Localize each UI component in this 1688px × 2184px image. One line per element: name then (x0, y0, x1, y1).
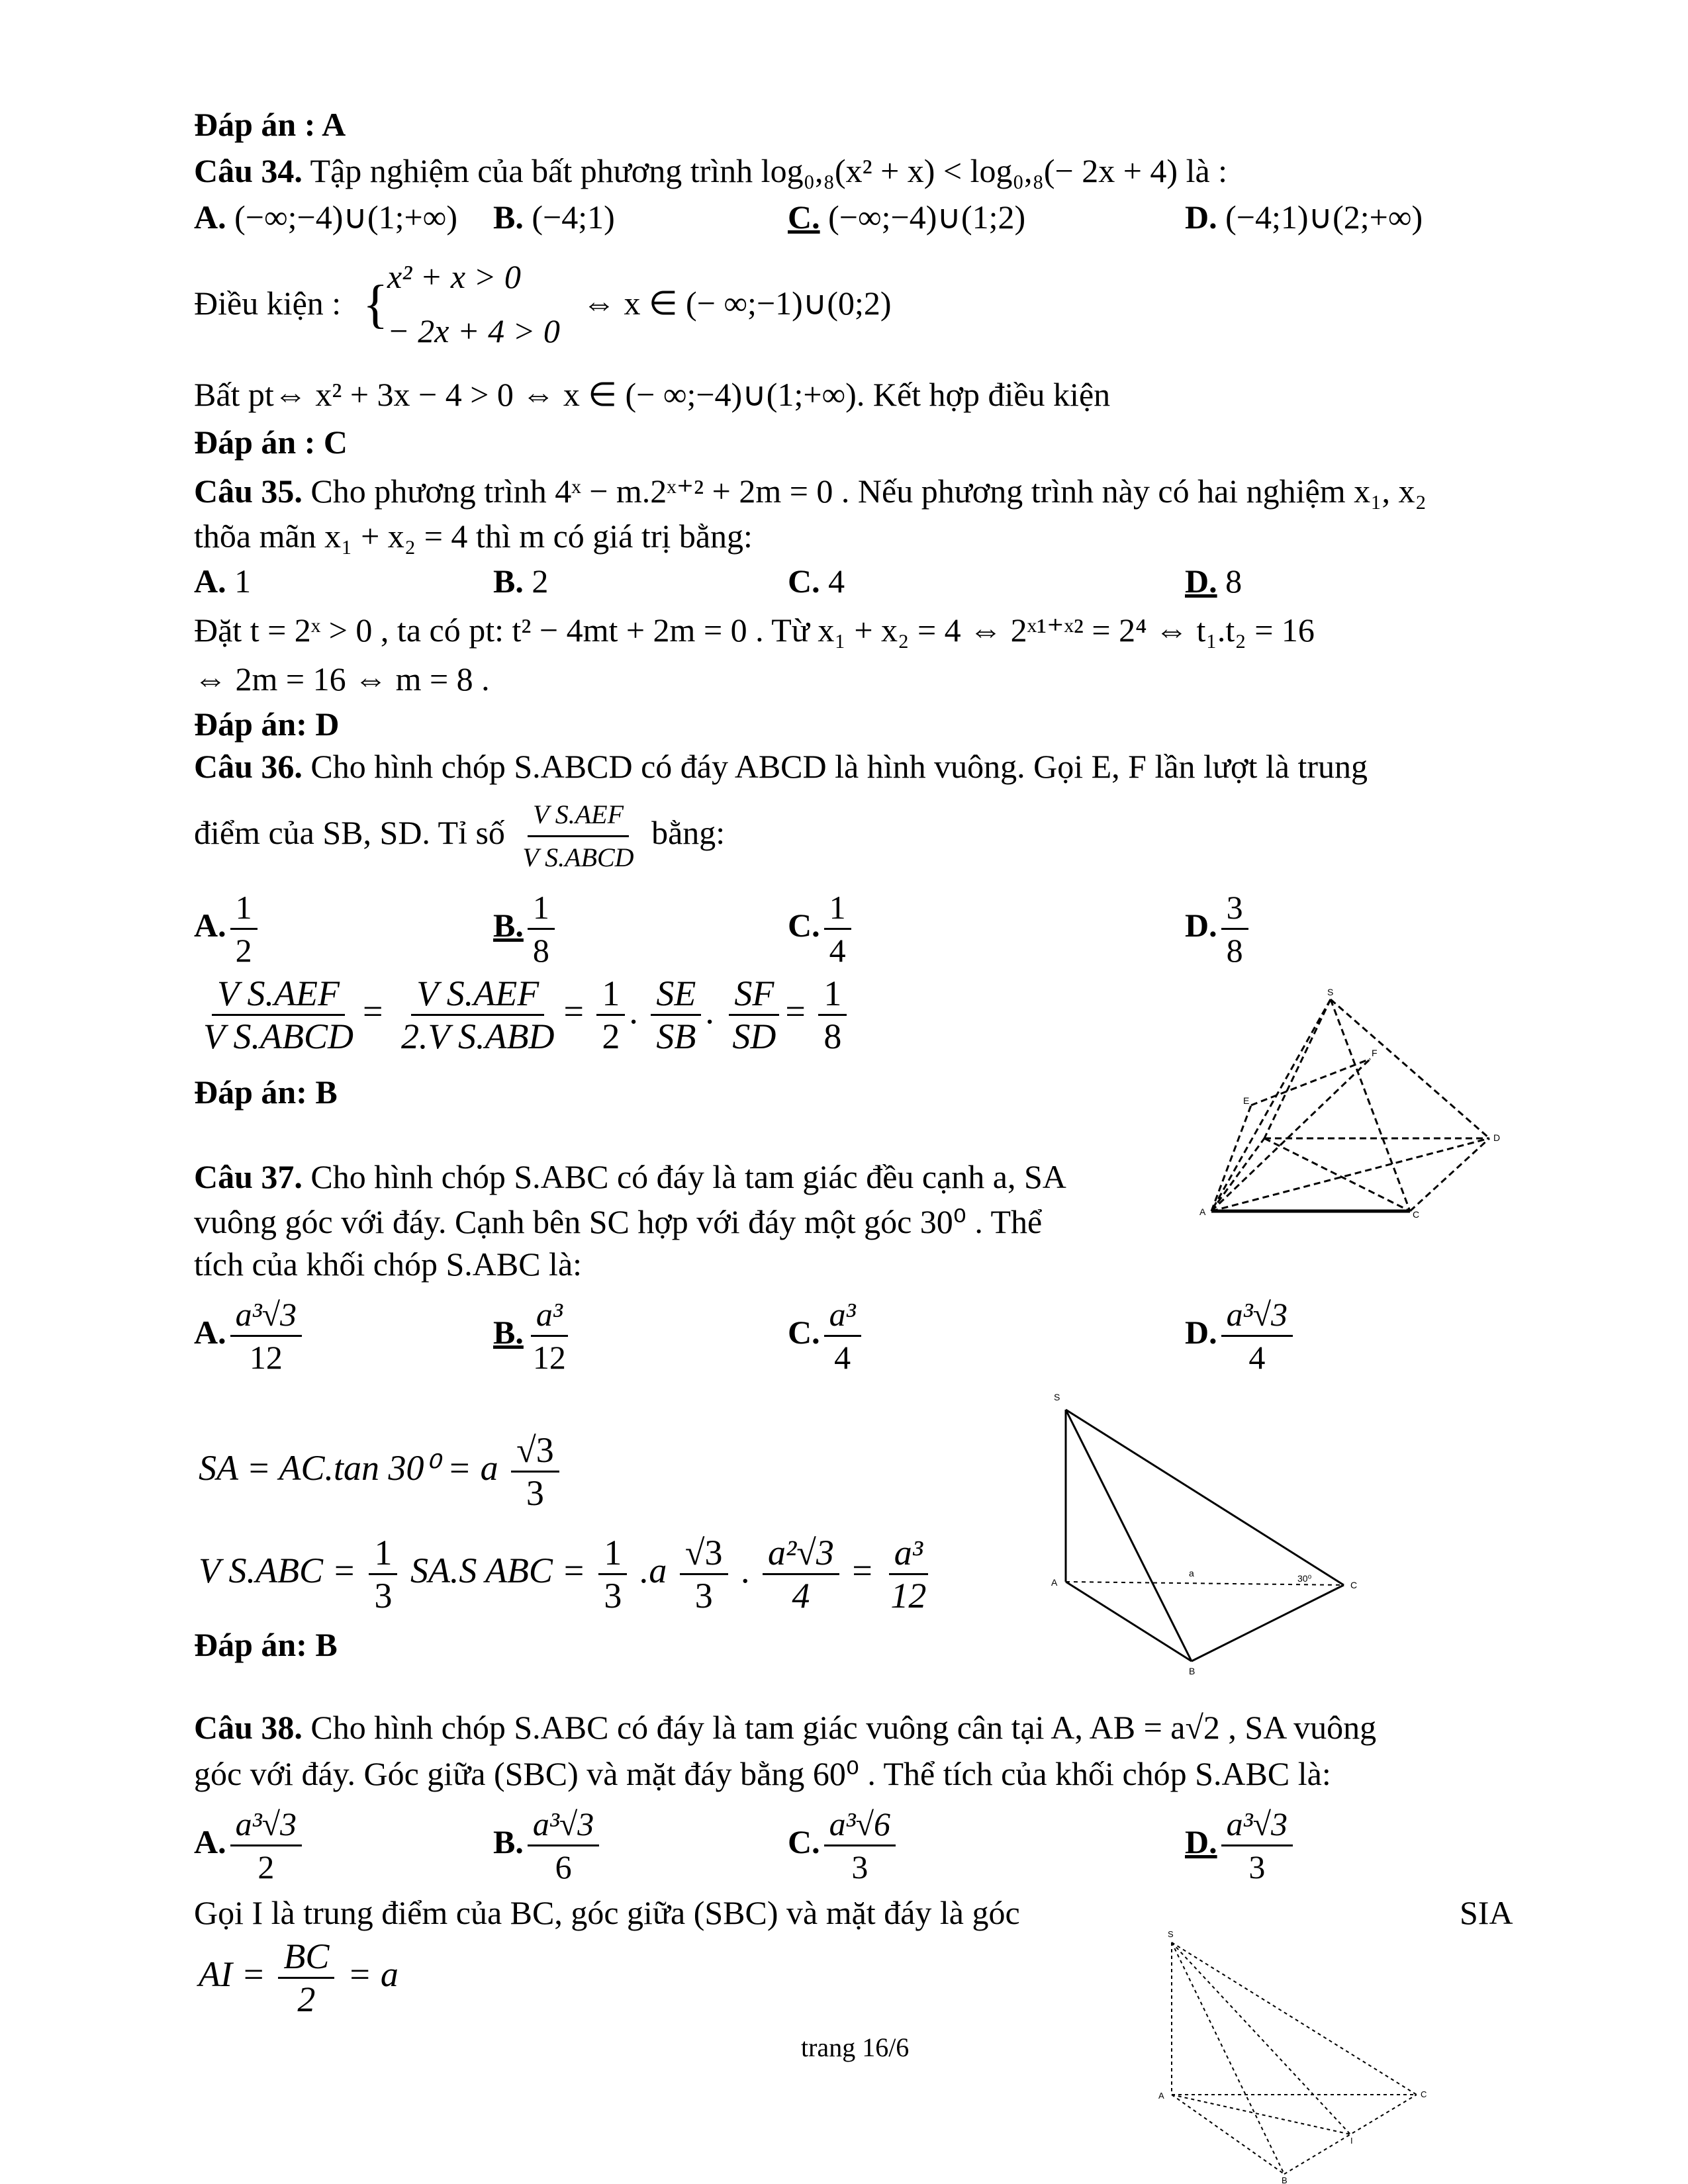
q37-label-s: S (1054, 1392, 1060, 1402)
q37-option-d: D. $\frac{\text{a³√3}}{4}$ (1185, 1294, 1297, 1378)
q36-question-line1: Câu 36. Cho hình chóp S.ABCD có đáy ABCD là hình vuông. Gọi E, F lần lượt là trung (194, 748, 1368, 785)
q37-solution-line1: SA = AC.tan 30⁰ = a $\frac{√3}{3}$ (199, 1430, 563, 1514)
q38-option-a: A. $\frac{\text{a³√3}}{2}$ (194, 1803, 306, 1888)
pyramid-label-s: S (1327, 987, 1334, 997)
q38-label-i: I (1350, 2136, 1353, 2146)
q35-option-d: D. 8 (1185, 563, 1243, 600)
q37-option-b: B. $\frac{\text{a³}}{12}$ (493, 1294, 575, 1378)
q34-cond-result: ⇔ x ∈ (− ∞;−1)∪(0;2) (583, 285, 892, 322)
q38-label-s: S (1168, 1929, 1174, 1939)
q37-question-line3: tích của khối chóp S.ABC là: (194, 1246, 583, 1283)
q35-answer: Đáp án: D (194, 705, 340, 743)
q34-cond-line2: − 2x + 4 > 0 (387, 312, 560, 349)
q35-option-b: B. 2 (493, 563, 549, 600)
q34-option-d: D. (−4;1)∪(2;+∞) (1185, 199, 1423, 236)
q36-answer: Đáp án: B (194, 1073, 338, 1111)
q37-label-b: B (1189, 1666, 1196, 1674)
q34-option-a: A. (−∞;−4)∪(1;+∞) (194, 199, 457, 236)
q34-answer: Đáp án : C (194, 424, 348, 461)
pyramid-label-e: E (1243, 1095, 1250, 1106)
q36-option-a: A. $\frac{1}{2}$ (194, 887, 261, 971)
q37-label-a-side: a (1189, 1568, 1194, 1578)
q37-option-c: C. $\frac{\text{a³}}{4}$ (788, 1294, 865, 1378)
q33-answer: Đáp án : A (194, 106, 346, 143)
q34-solution: Bất pt⇔ x² + 3x − 4 > 0 ⇔ x ∈ (− ∞;−4)∪(1;+∞). Kết hợp điều kiện (194, 376, 1111, 413)
q35-solution-line2: ⇔ 2m = 16 ⇔ m = 8 . (194, 660, 490, 698)
q37-label-angle: 30⁰ (1297, 1573, 1312, 1584)
q38-pyramid-figure (1152, 1923, 1443, 2184)
q38-solution-line1: Gọi I là trung điểm của BC, góc giữa (SBC) và mặt đáy là góc (194, 1894, 1020, 1931)
q38-option-b: B. $\frac{\text{a³√3}}{6}$ (493, 1803, 603, 1888)
page-footer: trang 16/6 (801, 2032, 910, 2062)
q35-question-line2: thõa mãn x₁ + x₂ = 4 thì m có giá trị bằng: (194, 518, 753, 555)
q34-question (194, 151, 1227, 191)
q38-label-b: B (1282, 2175, 1288, 2184)
pyramid-label-c: C (1413, 1209, 1420, 1220)
q34-condition-label: Điều kiện : (194, 285, 342, 322)
q37-option-a: A. $\frac{\text{a³√3}}{12}$ (194, 1294, 306, 1378)
pyramid-label-d: D (1493, 1132, 1501, 1143)
q36-option-b: B. $\frac{1}{8}$ (493, 887, 559, 971)
q35-question-line1: Câu 35. Cho phương trình 4ˣ − m.2ˣ⁺² + 2m = 0 . Nếu phương trình này có hai nghiệm x₁, x₂ (194, 473, 1427, 510)
q38-question-line2: góc với đáy. Góc giữa (SBC) và mặt đáy bằng 60⁰ . Thể tích của khối chóp S.ABC là: (194, 1755, 1331, 1792)
q36-question-line2: điểm của SB, SD. Tỉ số $\frac{\text{V S.AEF}}{\text{V S.ABCD}}$ bằng: (194, 794, 725, 878)
q38-solution-angle: SIA (1460, 1894, 1513, 1931)
q34-label: Câu 34. (194, 152, 303, 189)
q38-option-c: C. $\frac{\text{a³√6}}{3}$ (788, 1803, 900, 1888)
brace-icon: { (363, 275, 389, 334)
q37-label-c: C (1350, 1580, 1358, 1590)
q38-label-c: C (1421, 2089, 1427, 2099)
q35-solution-line1: Đặt t = 2ˣ > 0 , ta có pt: t² − 4mt + 2m = 0 . Từ x₁ + x₂ = 4 ⇔ 2ˣ¹⁺ˣ² = 2⁴ ⇔ t₁.t₂ = 16 (194, 612, 1315, 649)
q37-pyramid-figure (1039, 1383, 1383, 1674)
q37-solution-line2: V S.ABC = $\frac{1}{3}$ SA.S ABC = $\frac{1}{3}$ .a $\frac{√3}{3}$ . $\frac{\text{a²√3}}{4}$ = $\frac{\text{a³}}{12}$ (199, 1532, 935, 1616)
q34-option-b: B. (−4;1) (493, 199, 615, 236)
q34-option-c: C. (−∞;−4)∪(1;2) (788, 199, 1026, 236)
q38-question-line1: Câu 38. Cho hình chóp S.ABC có đáy là tam giác vuông cân tại A, AB = a√2 , SA vuông (194, 1709, 1377, 1746)
q34-text: Tập nghiệm của bất phương trình log₀,₈(x² + x) < log₀,₈(− 2x + 4) là : (310, 152, 1228, 189)
q37-answer: Đáp án: B (194, 1626, 338, 1663)
q36-option-c: C. $\frac{1}{4}$ (788, 887, 855, 971)
q35-option-a: A. 1 (194, 563, 252, 600)
q38-solution-line2: AI = $\frac{BC}{2}$ = a (199, 1936, 399, 2019)
q35-option-c: C. 4 (788, 563, 845, 600)
q36-option-d: D. $\frac{3}{8}$ (1185, 887, 1252, 971)
q38-label-a: A (1158, 2091, 1164, 2101)
pyramid-figure (1185, 986, 1516, 1224)
q38-option-d: D. $\frac{\text{a³√3}}{3}$ (1185, 1803, 1297, 1888)
q37-question-line2: vuông góc với đáy. Cạnh bên SC hợp với đáy một góc 30⁰ . Thể (194, 1203, 1043, 1240)
q36-solution-formula: $\frac{\text{V S.AEF}}{\text{V S.ABCD}}$ = $\frac{\text{V S.AEF}}{\text{2.V S.ABD}}$ = $\frac{1}{2}$ . $\frac{SE}{SB}$ . $\frac{SF}{SD}$ = $\frac{1}{8}$ (194, 973, 851, 1057)
q34-cond-line1: x² + x > 0 (387, 258, 521, 295)
q37-question-line1: Câu 37. Cho hình chóp S.ABC có đáy là tam giác đều cạnh a, SA (194, 1158, 1066, 1195)
q37-label-a: A (1051, 1577, 1058, 1588)
pyramid-label-f: F (1372, 1048, 1378, 1058)
pyramid-label-a: A (1199, 1206, 1206, 1217)
